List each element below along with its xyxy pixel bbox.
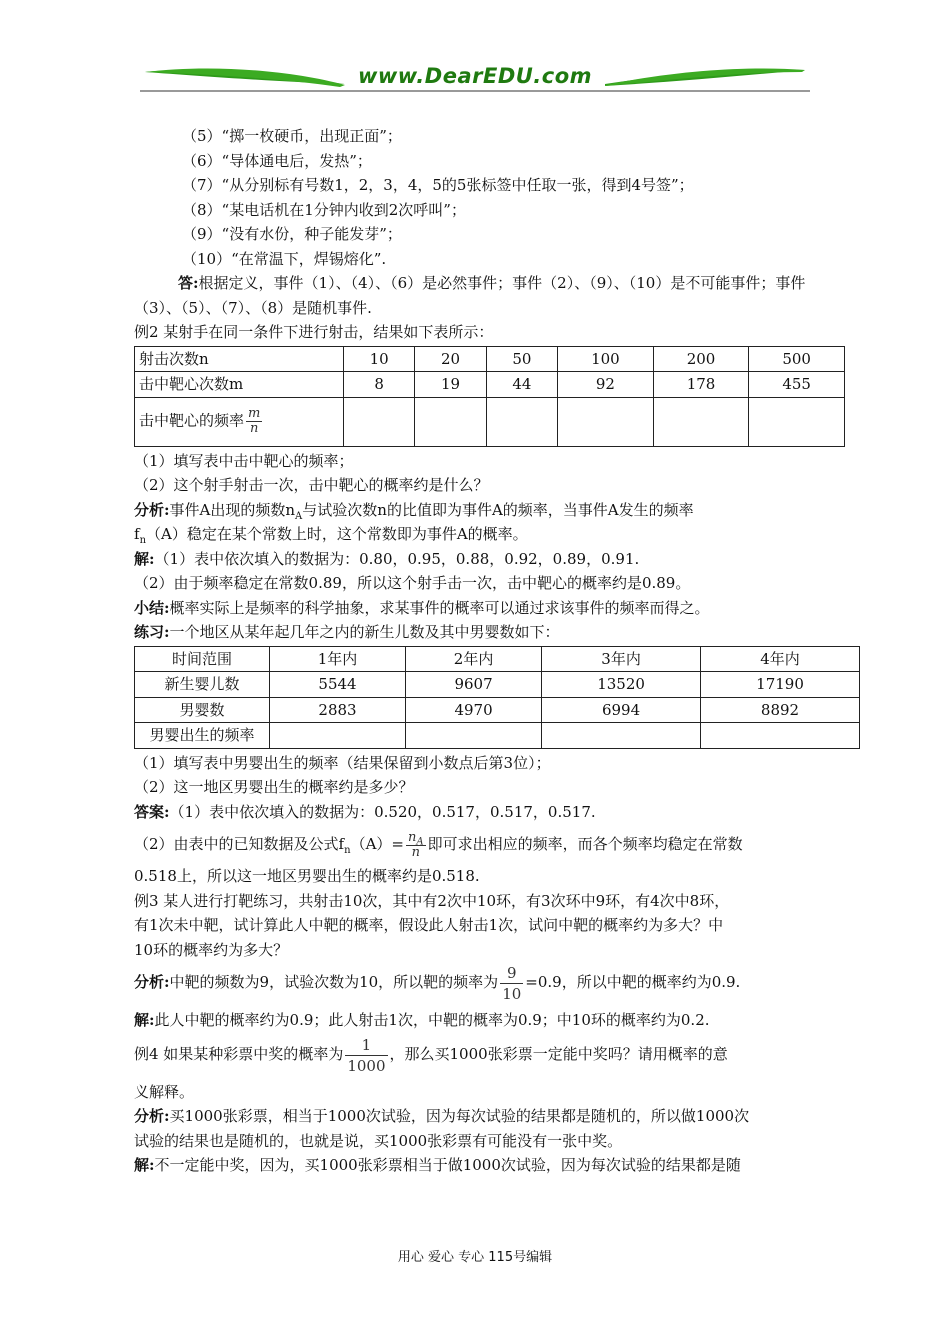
table-cell <box>486 397 557 446</box>
example-4-analysis-2: 试验的结果也是随机的，也就是说，买1000张彩票有可能没有一张中奖。 <box>134 1131 623 1150</box>
example-3-line: 有1次未中靶，试计算此人中靶的概率，假设此人射击1次，试问中靶的概率约为多大？中 <box>134 916 724 934</box>
table-cell: 44 <box>486 372 557 398</box>
example-3-line: 例3 某人进行打靶练习，共射击10次，其中有2次中10环，有3次环中9环，有4次中8环， <box>134 891 730 910</box>
table-cell: 4970 <box>406 697 542 723</box>
table-row <box>135 672 860 698</box>
table-cell <box>653 397 749 446</box>
practice-answer-2 <box>134 824 810 864</box>
column-header: 3年内 <box>542 646 701 672</box>
question-1: （1）填写表中击中靶心的频率； <box>134 451 354 470</box>
analysis-label: 分析: <box>134 1107 170 1125</box>
fraction-m-over-n <box>246 407 262 436</box>
fraction-nA-over-n <box>406 831 426 860</box>
fraction-denominator: 1000 <box>347 1056 386 1075</box>
table-cell: 200 <box>653 346 749 372</box>
answer-continuation: （3）、（5）、（7）、（8）是随机事件. <box>134 298 372 317</box>
table-cell: 19 <box>415 372 486 398</box>
row-label <box>135 397 344 446</box>
table-row <box>135 397 845 446</box>
practice-intro <box>134 620 810 645</box>
subscript: A <box>416 836 424 848</box>
example-4-solution <box>134 1153 810 1178</box>
analysis-continuation <box>134 522 810 547</box>
column-header: 1年内 <box>270 646 406 672</box>
table-row <box>135 697 860 723</box>
table-row <box>135 723 860 749</box>
table-cell <box>542 723 701 749</box>
example-text: 例4 如果某种彩票中奖的概率为 <box>134 1045 344 1063</box>
row-label: 男婴数 <box>135 697 270 723</box>
answer-text: （2）由表中的已知数据及公式f <box>134 835 345 853</box>
fraction-9-over-10 <box>500 963 523 1004</box>
table-cell <box>415 397 486 446</box>
table-cell: 178 <box>653 372 749 398</box>
fraction-numerator: 1 <box>345 1035 387 1056</box>
table-header-row <box>135 646 860 672</box>
list-item: （6）“导体通电后，发热”； <box>182 151 372 170</box>
column-header: 4年内 <box>701 646 860 672</box>
answer-label: 答: <box>178 274 199 292</box>
table-cell <box>749 397 845 446</box>
example-3-solution <box>134 1008 810 1033</box>
fraction-numerator: 9 <box>500 963 523 984</box>
practice-answer-3: 0.518上，所以这一地区男婴出生的概率约是0.518. <box>134 867 480 885</box>
analysis-text: f <box>134 525 140 543</box>
table-cell <box>406 723 542 749</box>
list-item: （7）“从分别标有号数1，2，3，4，5的5张标签中任取一张，得到4号签”； <box>182 176 694 194</box>
analysis-text: （A）稳定在某个常数上时，这个常数即为事件A的概率。 <box>146 525 528 543</box>
list-item: （9）“没有水份，种子能发芽”； <box>182 225 402 243</box>
table-cell: 20 <box>415 346 486 372</box>
question-2: （2）这个射手射击一次，击中靶心的概率约是什么？ <box>134 476 489 494</box>
subscript: n <box>344 845 351 856</box>
example-4-line <box>134 1034 810 1076</box>
solution-paragraph <box>134 547 810 572</box>
column-header: 时间范围 <box>135 646 270 672</box>
list-item: （8）“某电话机在1分钟内收到2次呼叫”； <box>182 200 466 219</box>
numerator-text: n <box>407 829 417 845</box>
table-row <box>135 372 845 398</box>
column-header: 2年内 <box>406 646 542 672</box>
analysis-paragraph <box>134 498 810 523</box>
table-cell: 92 <box>558 372 654 398</box>
table-cell <box>270 723 406 749</box>
row-label: 男婴出生的频率 <box>135 723 270 749</box>
example-4-line: 义解释。 <box>134 1082 195 1101</box>
solution-label: 解: <box>134 1156 155 1174</box>
practice-answer <box>134 800 810 825</box>
list-item: （10）“在常温下，焊锡熔化”. <box>182 249 387 268</box>
fraction-1-over-1000 <box>345 1035 387 1076</box>
subscript: n <box>139 535 147 546</box>
table-cell: 10 <box>344 346 415 372</box>
analysis-text: 事件A出现的频数n <box>169 500 296 519</box>
table-cell: 50 <box>486 346 557 372</box>
fraction-denominator: n <box>249 421 259 436</box>
table-cell: 2883 <box>270 697 406 723</box>
summary-paragraph <box>134 596 810 621</box>
table-cell: 8892 <box>701 697 860 723</box>
brand-logo-text: www.DearEDU.com <box>357 64 593 88</box>
example-4-analysis <box>134 1104 810 1129</box>
fraction-numerator: m <box>248 406 261 421</box>
summary-text: 概率实际上是频率的科学抽象，求某事件的概率可以通过求该事件的频率而得之。 <box>169 598 710 617</box>
analysis-text: 买1000张彩票，相当于1000次试验，因为每次试验的结果都是随机的，所以做1000次 <box>169 1107 750 1125</box>
table-cell: 17190 <box>701 672 860 698</box>
solution-label: 解: <box>134 1010 155 1029</box>
practice-question-2: （2）这一地区男婴出生的概率约是多少？ <box>134 778 414 796</box>
frequency-label: 击中靶心的频率 <box>139 411 245 430</box>
row-label: 击中靶心次数m <box>135 372 344 398</box>
solution-line-2: （2）由于频率稳定在常数0.89，所以这个射手击一次，击中靶心的概率约是0.89。 <box>134 574 691 592</box>
row-label: 新生婴儿数 <box>135 672 270 698</box>
practice-question-1: （1）填写表中男婴出生的频率（结果保留到小数点后第3位）； <box>134 753 551 772</box>
practice-label: 练习: <box>134 623 170 641</box>
answer-label: 答案: <box>134 802 170 821</box>
example-3-line: 10环的概率约为多大？ <box>134 940 289 959</box>
example-text: ，那么买1000张彩票一定能中奖吗？请用概率的意 <box>389 1045 728 1063</box>
table-cell: 500 <box>749 346 845 372</box>
answer-text: 根据定义，事件（1）、（4）、（6）是必然事件；事件（2）、（9）、（10）是不可能事件；事件 <box>198 274 806 292</box>
fraction-numerator <box>406 831 426 846</box>
analysis-text: =0.9，所以中靶的概率约为0.9. <box>525 973 741 991</box>
analysis-label: 分析: <box>134 500 170 519</box>
document-body <box>134 124 810 1178</box>
answer-paragraph <box>134 271 810 296</box>
page-footer: 用心 爱心 专心 115号编辑 <box>397 1250 553 1265</box>
solution-text: 此人中靶的概率约为0.9；此人射击1次，中靶的概率为0.9；中10环的概率约为0.2. <box>154 1010 710 1029</box>
table-cell: 6994 <box>542 697 701 723</box>
solution-text: 不一定能中奖，因为，买1000张彩票相当于做1000次试验，因为每次试验的结果都是随 <box>154 1156 741 1174</box>
answer-text: 即可求出相应的频率，而各个频率均稳定在常数 <box>427 835 743 853</box>
analysis-text: 中靶的频数为9，试验次数为10，所以靶的频率为 <box>169 973 499 991</box>
example-2-intro: 例2 某射手在同一条件下进行射击，结果如下表所示： <box>134 323 494 341</box>
table-cell <box>558 397 654 446</box>
analysis-text: 与试验次数n的比值即为事件A的频率，当事件A发生的频率 <box>302 500 694 519</box>
summary-label: 小结: <box>134 598 170 617</box>
list-item: （5）“掷一枚硬币，出现正面”； <box>182 127 402 145</box>
table-cell: 9607 <box>406 672 542 698</box>
answer-text: （A）= <box>350 835 404 853</box>
table-cell: 8 <box>344 372 415 398</box>
solution-label: 解: <box>134 549 155 568</box>
table-row <box>135 346 845 372</box>
subscript: A <box>295 510 303 522</box>
fraction-denominator: 10 <box>502 984 522 1003</box>
table-cell <box>344 397 415 446</box>
table-cell: 5544 <box>270 672 406 698</box>
shooting-table <box>134 346 845 447</box>
births-table <box>134 646 860 749</box>
practice-text: 一个地区从某年起几年之内的新生儿数及其中男婴数如下： <box>169 623 560 641</box>
analysis-label: 分析: <box>134 973 170 991</box>
row-label: 射击次数n <box>135 346 344 372</box>
table-cell: 455 <box>749 372 845 398</box>
fraction-denominator: n <box>411 844 420 860</box>
page-header <box>140 58 810 98</box>
table-cell <box>701 723 860 749</box>
table-cell: 13520 <box>542 672 701 698</box>
table-cell: 100 <box>558 346 654 372</box>
example-3-analysis <box>134 962 810 1004</box>
answer-text: （1）表中依次填入的数据为：0.520，0.517，0.517，0.517. <box>169 802 596 821</box>
solution-text: （1）表中依次填入的数据为：0.80，0.95，0.88，0.92，0.89，0.91. <box>154 549 640 568</box>
